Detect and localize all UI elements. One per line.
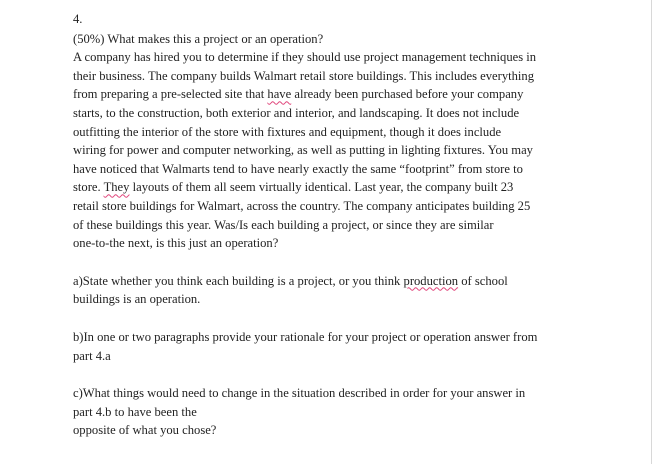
- body-text: already been purchased before your company: [291, 87, 524, 102]
- part-c-line-1: c)What things would need to change in the situation described in order for your answer in: [73, 386, 526, 401]
- question-heading: (50%) What makes this a project or an operation?: [73, 31, 324, 46]
- part-b-line-1: b)In one or two paragraphs provide your rationale for your project or operation answer from: [73, 329, 538, 344]
- part-b: [73, 328, 573, 365]
- part-c: [73, 384, 573, 440]
- question-body: [73, 48, 573, 253]
- part-a-line-1: [73, 272, 573, 291]
- part-c-line-2: part 4.b to have been the: [73, 404, 197, 419]
- body-text: from preparing a pre-selected site that: [73, 87, 268, 102]
- spellcheck-flagged-word[interactable]: They: [103, 180, 130, 195]
- body-line-9: retail store buildings for Walmart, across the country. The company anticipates building 25: [73, 198, 531, 213]
- question-number: 4.: [73, 12, 83, 26]
- body-line-6: wiring for power and computer networking, as well as putting in lighting fixtures. You may: [73, 143, 533, 158]
- body-line-11: one-to-the next, is this just an operation?: [73, 236, 279, 251]
- body-line-7: have noticed that Walmarts tend to have nearly exactly the same “footprint” from store to: [73, 161, 523, 176]
- body-text: layouts of them all seem virtually identical. Last year, the company built 23: [129, 180, 514, 195]
- body-line-3: [73, 85, 573, 104]
- body-line-2: their business. The company builds Walmart retail store buildings. This includes everything: [73, 68, 535, 83]
- part-a-line-2: buildings is an operation.: [73, 292, 201, 307]
- body-line-1: A company has hired you to determine if they should use project management techniques in: [73, 50, 537, 65]
- spellcheck-flagged-word[interactable]: production: [403, 273, 459, 288]
- part-c-line-3: opposite of what you chose?: [73, 423, 217, 438]
- part-a: [73, 272, 573, 309]
- body-line-10: of these buildings this year. Was/Is each building a project, or since they are similar: [73, 217, 494, 232]
- body-line-8: [73, 178, 573, 197]
- spellcheck-flagged-word[interactable]: have: [267, 87, 292, 102]
- part-b-line-2: part 4.a: [73, 348, 111, 363]
- part-a-text: of school: [458, 273, 508, 288]
- document-content: [73, 10, 573, 440]
- part-a-text: a)State whether you think each building is a project, or you think: [73, 273, 404, 288]
- body-text: store.: [73, 180, 104, 195]
- body-line-5: outfitting the interior of the store with fixtures and equipment, though it does include: [73, 124, 502, 139]
- body-line-4: starts, to the construction, both exterior and interior, and landscaping. It does not include: [73, 105, 520, 120]
